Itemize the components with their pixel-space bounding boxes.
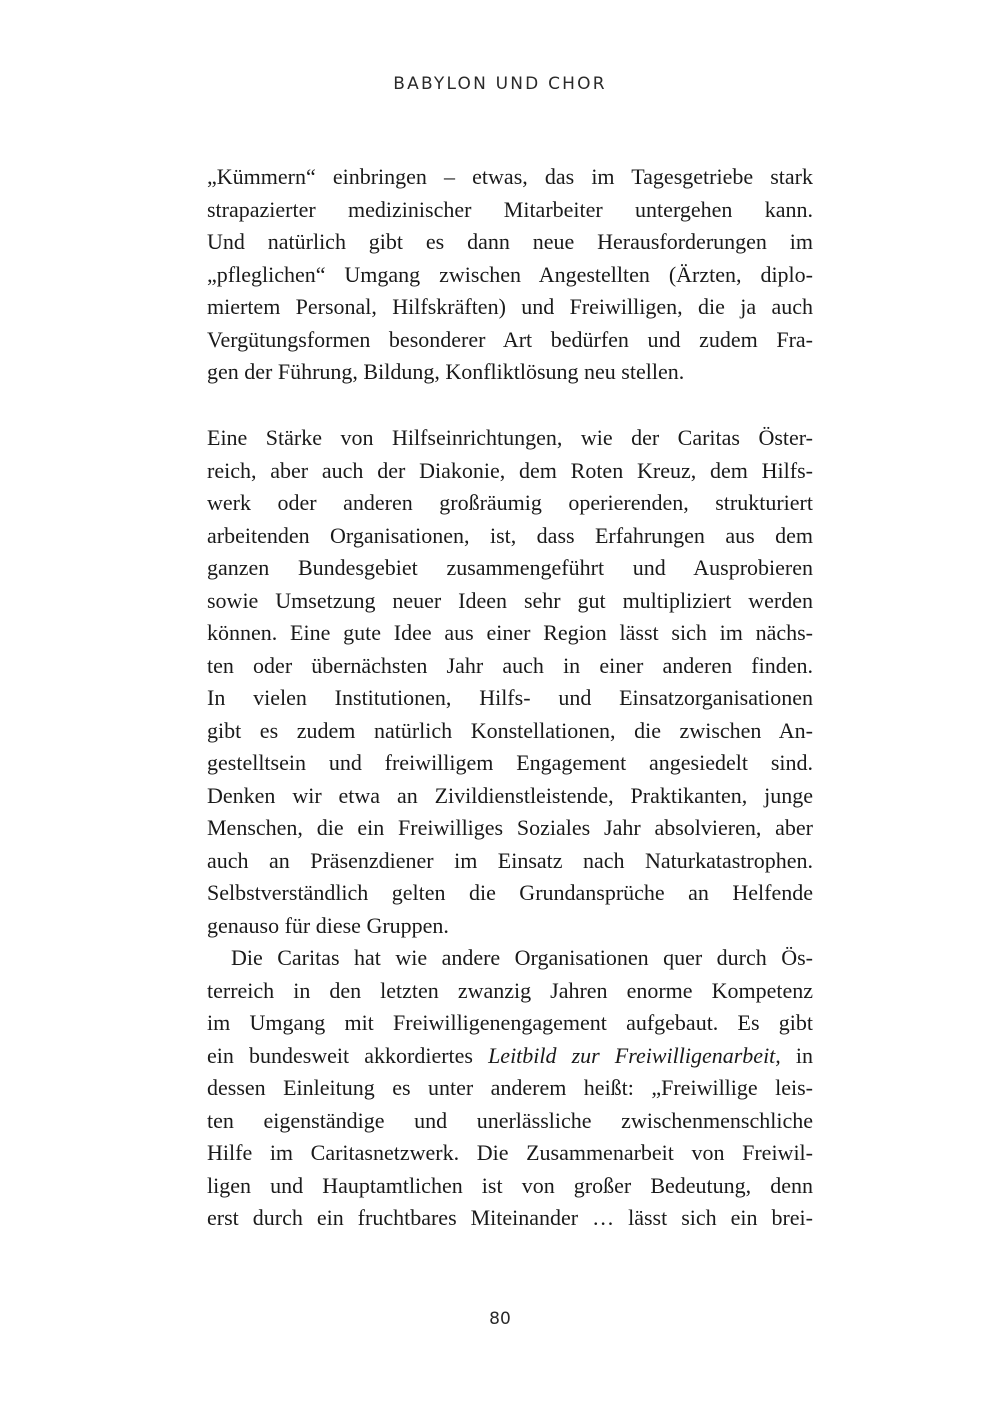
text-line: Menschen, die ein Freiwilliges Soziales Jahr absolvieren, aber xyxy=(207,815,813,840)
text-line: Hilfe im Caritasnetzwerk. Die Zusammenarbeit von Freiwil- xyxy=(207,1140,813,1165)
paragraph-1 xyxy=(207,161,813,389)
text-line: ten oder übernächsten Jahr auch in einer anderen finden. xyxy=(207,652,813,678)
running-head: BABYLON UND CHOR xyxy=(393,74,607,94)
page-number: 80 xyxy=(489,1309,511,1329)
text-line: ganzen Bundesgebiet zusammengeführt und Ausprobieren xyxy=(207,555,813,580)
text-line: Die Caritas hat wie andere Organisationen quer durch Ös- xyxy=(231,945,813,970)
text-line: Eine Stärke von Hilfseinrichtungen, wie der Caritas Öster- xyxy=(207,425,813,450)
paragraph-3 xyxy=(207,942,813,1235)
text-line: ligen und Hauptamtlichen ist von großer Bedeutung, denn xyxy=(207,1172,813,1198)
text-line: genauso für diese Gruppen. xyxy=(207,912,449,938)
text-fragment: in xyxy=(780,1042,813,1068)
text-line: In vielen Institutionen, Hilfs- und Einsatzorganisationen xyxy=(207,685,813,710)
text-line: ten eigenständige und unerlässliche zwischenmenschliche xyxy=(207,1107,813,1133)
text-line: strapazierter medizinischer Mitarbeiter untergehen kann. xyxy=(207,196,813,222)
text-line: Denken wir etwa an Zivildienstleistende, Praktikanten, junge xyxy=(207,782,813,808)
text-line: Selbstverständlich gelten die Grundansprüche an Helfende xyxy=(207,880,813,905)
text-line: „Kümmern“ einbringen – etwas, das im Tagesgetriebe stark xyxy=(207,164,813,189)
text-line: sowie Umsetzung neuer Ideen sehr gut multipliziert werden xyxy=(207,587,813,613)
text-line-with-italic xyxy=(207,1040,813,1073)
text-line: Und natürlich gibt es dann neue Herausforderungen im xyxy=(207,229,813,254)
text-line: gestelltsein und freiwilligem Engagement angesiedelt sind. xyxy=(207,750,813,775)
text-line: gibt es zudem natürlich Konstellationen, die zwischen An- xyxy=(207,717,813,743)
text-line: auch an Präsenzdiener im Einsatz nach Naturkatastrophen. xyxy=(207,847,813,873)
text-line: Vergütungsformen besonderer Art bedürfen und zudem Fra- xyxy=(207,326,813,352)
text-line: werk oder anderen großräumig operierenden, strukturiert xyxy=(207,490,813,515)
text-line: reich, aber auch der Diakonie, dem Roten Kreuz, dem Hilfs- xyxy=(207,457,813,483)
text-line: terreich in den letzten zwanzig Jahren enorme Kompetenz xyxy=(207,977,813,1003)
paragraph-2 xyxy=(207,422,813,942)
text-line: arbeitenden Organisationen, ist, dass Erfahrungen aus dem xyxy=(207,522,813,548)
text-line: miertem Personal, Hilfskräften) und Freiwilligen, die ja auch xyxy=(207,294,813,319)
text-line: im Umgang mit Freiwilligenengagement aufgebaut. Es gibt xyxy=(207,1010,813,1035)
text-line: gen der Führung, Bildung, Konfliktlösung neu stellen. xyxy=(207,359,685,384)
text-line: können. Eine gute Idee aus einer Region lässt sich im nächs- xyxy=(207,620,813,645)
book-title: Leitbild zur Freiwilligenarbeit, xyxy=(488,1042,781,1068)
text-fragment: ein bundesweit akkordiertes xyxy=(207,1042,489,1068)
text-line: „pfleglichen“ Umgang zwischen Angestellten (Ärzten, diplo- xyxy=(207,261,813,287)
text-line: dessen Einleitung es unter anderem heißt: „Freiwillige leis- xyxy=(207,1075,813,1100)
text-line: erst durch ein fruchtbares Miteinander … lässt sich ein brei- xyxy=(207,1205,813,1230)
